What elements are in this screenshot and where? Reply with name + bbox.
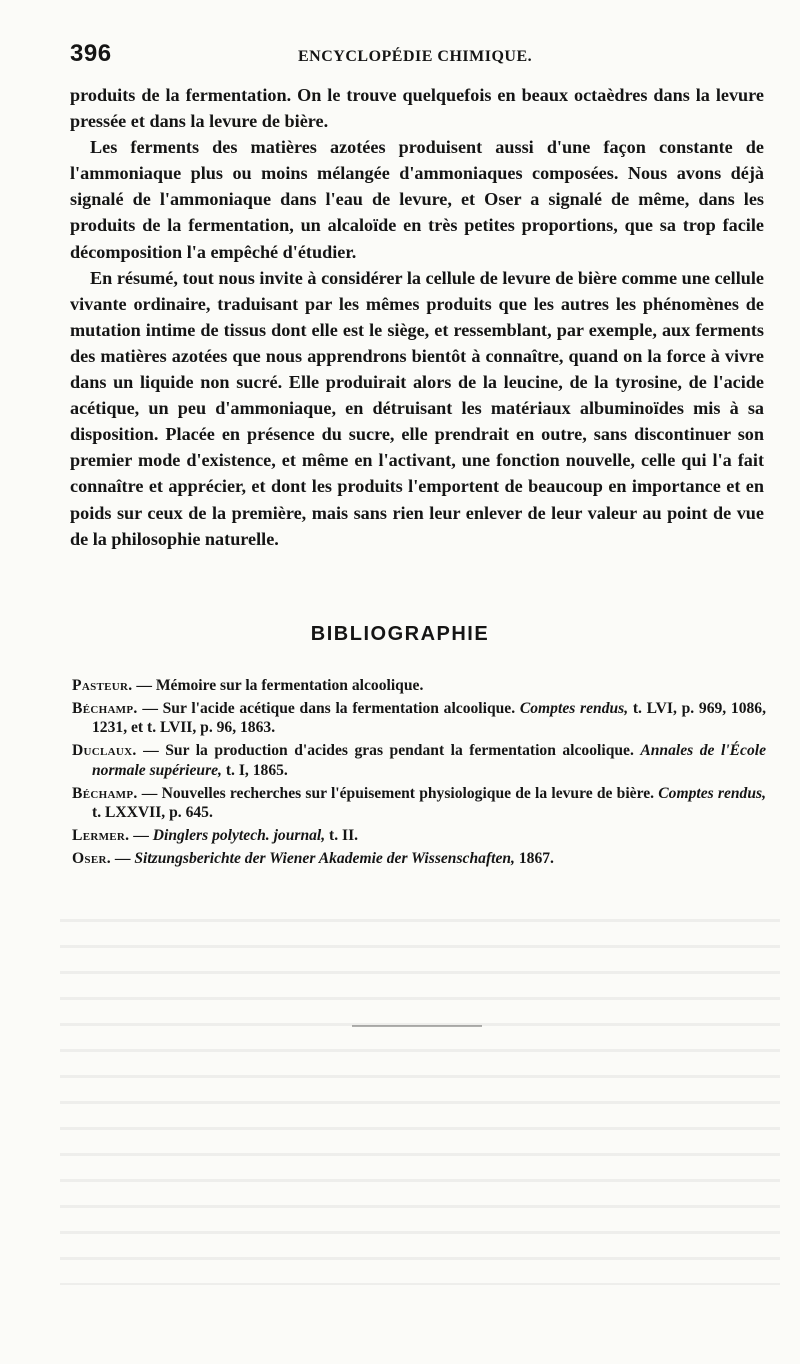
- running-title: ENCYCLOPÉDIE CHIMIQUE.: [298, 48, 533, 65]
- paragraph: produits de la fermentation. On le trouve quelquefois en beaux octaèdres dans la levure pressée et dans la levure de bière.: [70, 85, 764, 132]
- bibliography-entry: [72, 784, 766, 823]
- entry-author: Oser.: [72, 849, 111, 867]
- entry-journal: Annales de l'École normale supérieure,: [92, 742, 766, 779]
- body-text: [70, 82, 764, 552]
- bibliography-list: [72, 676, 766, 872]
- entry-journal: Sitzungsberichte der Wiener Akademie der Wissenschaften,: [134, 849, 515, 867]
- page-number: 396: [70, 40, 112, 67]
- entry-author: Béchamp.: [72, 699, 138, 717]
- bibliography-entry: [72, 676, 766, 696]
- entry-journal: Dinglers polytech. journal,: [152, 827, 326, 845]
- entry-author: Pasteur.: [72, 677, 133, 694]
- bibliography-entry: [72, 741, 766, 780]
- entry-text: — Mémoire sur la fermentation alcoolique.: [132, 677, 424, 694]
- bibliography-entry: [72, 849, 766, 869]
- entry-tail: t. I, 1865.: [221, 761, 288, 779]
- entry-text: — Nouvelles recherches sur l'épuisement physiologique de la levure de bière.: [137, 784, 659, 802]
- paragraph: Les ferments des matières azotées produisent aussi d'une façon constante de l'ammoniaque plus ou moins mélangée d'ammoniaques composées. Nous avons déjà signalé de l'ammoniaque dans l'eau de levure, et Oser a signalé de même, dans les produits de la fermentation, un alcaloïde en très petites proportions, que sa trop facile décomposition l'a empêché d'étudier.: [70, 137, 764, 262]
- entry-tail: 1867.: [514, 849, 554, 867]
- show-through-texture: [60, 905, 780, 1285]
- bibliography-entry: [72, 826, 766, 846]
- entry-tail: t. LVI, p. 969, 1086, 1231, et t. LVII, p. 96, 1863.: [92, 699, 766, 737]
- bibliography-heading: BIBLIOGRAPHIE: [310, 623, 490, 645]
- entry-author: Duclaux.: [72, 742, 137, 760]
- page-header: [70, 40, 760, 70]
- section-divider: [352, 1025, 482, 1027]
- entry-author: Lermer.: [72, 827, 130, 845]
- bibliography-entry: [72, 699, 766, 738]
- entry-journal: Comptes rendus,: [519, 699, 629, 717]
- entry-journal: Comptes rendus,: [658, 784, 766, 802]
- paragraph: En résumé, tout nous invite à considérer la cellule de levure de bière comme une cellule vivante ordinaire, traduisant par les mêmes produits que les autres les phénomènes de mutation intime de tissus dont elle est le siège, et ressemblant, par exemple, aux ferments des matières azotées que nous apprendrons bientôt à connaître, quand on la force à vivre dans un liquide non sucré. Elle produirait alors de la leucine, de la tyrosine, de l'acide acétique, un peu d'ammoniaque, en détruisant les matériaux albuminoïdes mis à sa disposition. Placée en présence du sucre, elle prendrait en outre, sans discontinuer son premier mode d'existence, et même en l'activant, une fonction nouvelle, celle qui l'a fait connaître et apprécier, et dont les produits l'emportent de beaucoup en importance et en poids sur ceux de la première, mais sans rien leur enlever de leur valeur au point de vue de la philosophie naturelle.: [70, 267, 764, 549]
- entry-tail: t. II.: [325, 827, 359, 845]
- entry-text: — Sur l'acide acétique dans la fermentation alcoolique.: [137, 699, 520, 717]
- entry-text: —: [110, 849, 135, 867]
- entry-author: Béchamp.: [72, 784, 138, 802]
- entry-tail: t. LXXVII, p. 645.: [92, 804, 213, 822]
- entry-text: —: [129, 827, 153, 845]
- entry-text: — Sur la production d'acides gras pendant la fermentation alcoolique.: [136, 742, 641, 760]
